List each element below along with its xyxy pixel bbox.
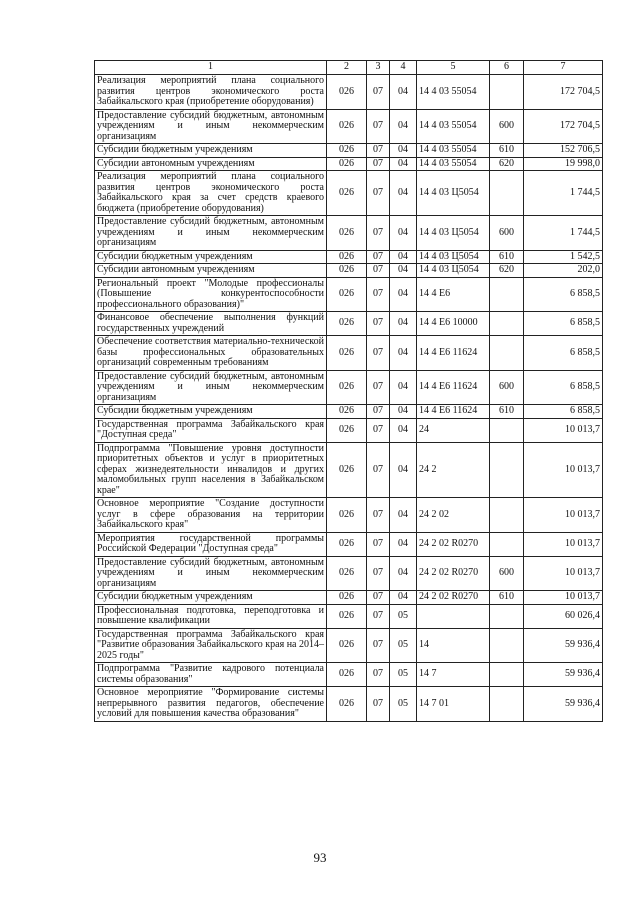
row-subsection-cell: 04 (390, 370, 417, 405)
row-subsection-cell: 04 (390, 556, 417, 591)
row-target-article-cell: 14 4 03 Ц5054 (417, 216, 490, 251)
row-amount-cell: 10 013,7 (524, 442, 603, 498)
row-section-cell: 07 (367, 277, 390, 312)
row-grbs-cell: 026 (327, 75, 367, 110)
row-subsection-cell: 05 (390, 663, 417, 687)
row-amount-cell: 152 706,5 (524, 144, 603, 158)
row-expense-type-cell (490, 442, 524, 498)
table-row (95, 277, 603, 312)
budget-table-container (94, 60, 602, 722)
row-expense-type-cell (490, 277, 524, 312)
row-target-article-cell: 24 2 02 R0270 (417, 532, 490, 556)
row-grbs-cell: 026 (327, 171, 367, 216)
row-name-cell: Предоставление субсидий бюджетным, автономным учреждениям и иным некоммерческим организациям (95, 370, 327, 405)
header-row (95, 61, 603, 75)
row-expense-type-cell (490, 663, 524, 687)
row-target-article-cell: 14 4 03 Ц5054 (417, 264, 490, 278)
row-grbs-cell: 026 (327, 532, 367, 556)
row-amount-cell: 59 936,4 (524, 663, 603, 687)
row-amount-cell: 1 542,5 (524, 250, 603, 264)
table-row (95, 556, 603, 591)
row-name-cell: Мероприятия государственной программы Российской Федерации "Доступная среда" (95, 532, 327, 556)
row-section-cell: 07 (367, 418, 390, 442)
row-amount-cell: 10 013,7 (524, 556, 603, 591)
row-name-cell: Субсидии автономным учреждениям (95, 264, 327, 278)
row-expense-type-cell: 620 (490, 157, 524, 171)
row-grbs-cell: 026 (327, 109, 367, 144)
header-cell: 4 (390, 61, 417, 75)
row-amount-cell: 59 936,4 (524, 687, 603, 722)
table-row (95, 75, 603, 110)
row-target-article-cell: 14 4 03 Ц5054 (417, 171, 490, 216)
row-subsection-cell: 04 (390, 498, 417, 533)
row-target-article-cell: 24 2 (417, 442, 490, 498)
row-expense-type-cell (490, 628, 524, 663)
row-amount-cell: 10 013,7 (524, 532, 603, 556)
header-cell: 6 (490, 61, 524, 75)
row-target-article-cell: 14 4 03 55054 (417, 75, 490, 110)
row-target-article-cell: 14 4 Е6 11624 (417, 405, 490, 419)
row-amount-cell: 10 013,7 (524, 418, 603, 442)
row-grbs-cell: 026 (327, 628, 367, 663)
row-grbs-cell: 026 (327, 687, 367, 722)
row-target-article-cell: 24 2 02 (417, 498, 490, 533)
budget-table (94, 60, 603, 722)
row-subsection-cell: 04 (390, 216, 417, 251)
header-cell: 3 (367, 61, 390, 75)
page-number: 93 (313, 850, 327, 865)
table-row (95, 442, 603, 498)
row-expense-type-cell (490, 532, 524, 556)
row-name-cell: Субсидии бюджетным учреждениям (95, 591, 327, 605)
row-amount-cell: 1 744,5 (524, 171, 603, 216)
row-expense-type-cell (490, 498, 524, 533)
row-grbs-cell: 026 (327, 264, 367, 278)
row-target-article-cell: 14 (417, 628, 490, 663)
row-grbs-cell: 026 (327, 216, 367, 251)
row-section-cell: 07 (367, 336, 390, 371)
table-row (95, 171, 603, 216)
row-name-cell: Предоставление субсидий бюджетным, автономным учреждениям и иным некоммерческим организациям (95, 556, 327, 591)
row-grbs-cell: 026 (327, 442, 367, 498)
row-grbs-cell: 026 (327, 144, 367, 158)
row-amount-cell: 10 013,7 (524, 498, 603, 533)
row-expense-type-cell (490, 336, 524, 371)
table-row (95, 216, 603, 251)
row-expense-type-cell (490, 171, 524, 216)
row-grbs-cell: 026 (327, 418, 367, 442)
row-section-cell: 07 (367, 628, 390, 663)
row-amount-cell: 6 858,5 (524, 277, 603, 312)
row-grbs-cell: 026 (327, 498, 367, 533)
row-expense-type-cell (490, 418, 524, 442)
table-row (95, 687, 603, 722)
row-amount-cell: 59 936,4 (524, 628, 603, 663)
row-name-cell: Подпрограмма "Развитие кадрового потенциала системы образования" (95, 663, 327, 687)
row-amount-cell: 6 858,5 (524, 336, 603, 371)
row-target-article-cell: 14 4 Е6 11624 (417, 336, 490, 371)
row-target-article-cell: 14 4 03 Ц5054 (417, 250, 490, 264)
row-amount-cell: 172 704,5 (524, 109, 603, 144)
row-amount-cell: 6 858,5 (524, 370, 603, 405)
row-name-cell: Предоставление субсидий бюджетным, автономным учреждениям и иным некоммерческим организациям (95, 109, 327, 144)
row-subsection-cell: 05 (390, 604, 417, 628)
row-subsection-cell: 04 (390, 591, 417, 605)
row-subsection-cell: 05 (390, 628, 417, 663)
row-amount-cell: 172 704,5 (524, 75, 603, 110)
row-section-cell: 07 (367, 591, 390, 605)
row-name-cell: Предоставление субсидий бюджетным, автономным учреждениям и иным некоммерческим организациям (95, 216, 327, 251)
row-subsection-cell: 04 (390, 250, 417, 264)
row-name-cell: Реализация мероприятий плана социального развития центров экономического роста Забайкальского края за счет средств краевого бюджета (приобретение оборудования) (95, 171, 327, 216)
header-cell: 2 (327, 61, 367, 75)
row-name-cell: Субсидии бюджетным учреждениям (95, 405, 327, 419)
row-name-cell: Подпрограмма "Повышение уровня доступности приоритетных объектов и услуг в приоритетных сферах жизнедеятельности инвалидов и других маломобильных групп населения в Забайкальском крае" (95, 442, 327, 498)
table-row (95, 663, 603, 687)
row-name-cell: Основное мероприятие "Формирование системы непрерывного развития педагогов, обеспечение условий для повышения качества образования" (95, 687, 327, 722)
table-row (95, 405, 603, 419)
row-expense-type-cell: 600 (490, 556, 524, 591)
row-section-cell: 07 (367, 498, 390, 533)
row-subsection-cell: 04 (390, 75, 417, 110)
row-grbs-cell: 026 (327, 250, 367, 264)
row-amount-cell: 10 013,7 (524, 591, 603, 605)
row-section-cell: 07 (367, 312, 390, 336)
row-grbs-cell: 026 (327, 312, 367, 336)
row-expense-type-cell: 610 (490, 144, 524, 158)
row-grbs-cell: 026 (327, 556, 367, 591)
row-subsection-cell: 04 (390, 336, 417, 371)
row-subsection-cell: 04 (390, 418, 417, 442)
row-target-article-cell: 14 4 Е6 (417, 277, 490, 312)
row-grbs-cell: 026 (327, 277, 367, 312)
row-amount-cell: 6 858,5 (524, 405, 603, 419)
row-grbs-cell: 026 (327, 591, 367, 605)
row-subsection-cell: 05 (390, 687, 417, 722)
row-expense-type-cell (490, 75, 524, 110)
row-name-cell: Финансовое обеспечение выполнения функций государственных учреждений (95, 312, 327, 336)
row-target-article-cell: 14 4 03 55054 (417, 109, 490, 144)
row-target-article-cell: 14 4 Е6 10000 (417, 312, 490, 336)
row-grbs-cell: 026 (327, 405, 367, 419)
row-section-cell: 07 (367, 216, 390, 251)
row-section-cell: 07 (367, 442, 390, 498)
row-name-cell: Субсидии бюджетным учреждениям (95, 144, 327, 158)
table-body (95, 75, 603, 722)
row-grbs-cell: 026 (327, 157, 367, 171)
table-row (95, 591, 603, 605)
table-row (95, 157, 603, 171)
row-grbs-cell: 026 (327, 604, 367, 628)
row-amount-cell: 19 998,0 (524, 157, 603, 171)
row-target-article-cell: 14 4 03 55054 (417, 157, 490, 171)
row-amount-cell: 202,0 (524, 264, 603, 278)
row-target-article-cell: 14 4 03 55054 (417, 144, 490, 158)
row-expense-type-cell: 610 (490, 591, 524, 605)
row-name-cell: Реализация мероприятий плана социального развития центров экономического роста Забайкальского края (приобретение оборудования) (95, 75, 327, 110)
row-expense-type-cell: 600 (490, 109, 524, 144)
row-name-cell: Государственная программа Забайкальского края "Развитие образования Забайкальского края на 2014–2025 годы" (95, 628, 327, 663)
row-name-cell: Региональный проект "Молодые профессионалы (Повышение конкурентоспособности профессионального образования)" (95, 277, 327, 312)
row-grbs-cell: 026 (327, 663, 367, 687)
row-section-cell: 07 (367, 171, 390, 216)
table-row (95, 336, 603, 371)
row-name-cell: Государственная программа Забайкальского края "Доступная среда" (95, 418, 327, 442)
table-row (95, 109, 603, 144)
row-section-cell: 07 (367, 370, 390, 405)
table-row (95, 370, 603, 405)
row-expense-type-cell (490, 604, 524, 628)
table-row (95, 312, 603, 336)
row-target-article-cell: 14 7 (417, 663, 490, 687)
row-name-cell: Обеспечение соответствия материально-технической базы профессиональных образовательных организаций современным требованиям (95, 336, 327, 371)
table-row (95, 250, 603, 264)
table-row (95, 144, 603, 158)
row-expense-type-cell: 610 (490, 250, 524, 264)
row-section-cell: 07 (367, 157, 390, 171)
header-cell: 5 (417, 61, 490, 75)
row-subsection-cell: 04 (390, 532, 417, 556)
row-expense-type-cell (490, 312, 524, 336)
table-row (95, 604, 603, 628)
row-expense-type-cell: 600 (490, 370, 524, 405)
row-subsection-cell: 04 (390, 264, 417, 278)
row-target-article-cell: 24 (417, 418, 490, 442)
row-section-cell: 07 (367, 144, 390, 158)
row-amount-cell: 6 858,5 (524, 312, 603, 336)
row-subsection-cell: 04 (390, 109, 417, 144)
row-expense-type-cell: 610 (490, 405, 524, 419)
table-row (95, 498, 603, 533)
row-section-cell: 07 (367, 109, 390, 144)
row-target-article-cell: 14 7 01 (417, 687, 490, 722)
row-target-article-cell: 24 2 02 R0270 (417, 556, 490, 591)
row-name-cell: Субсидии автономным учреждениям (95, 157, 327, 171)
row-name-cell: Субсидии бюджетным учреждениям (95, 250, 327, 264)
row-section-cell: 07 (367, 663, 390, 687)
row-section-cell: 07 (367, 75, 390, 110)
row-grbs-cell: 026 (327, 336, 367, 371)
row-section-cell: 07 (367, 604, 390, 628)
row-target-article-cell: 14 4 Е6 11624 (417, 370, 490, 405)
row-expense-type-cell (490, 687, 524, 722)
row-subsection-cell: 04 (390, 312, 417, 336)
row-target-article-cell (417, 604, 490, 628)
table-row (95, 628, 603, 663)
row-expense-type-cell: 600 (490, 216, 524, 251)
row-subsection-cell: 04 (390, 277, 417, 312)
row-section-cell: 07 (367, 687, 390, 722)
row-name-cell: Профессиональная подготовка, переподготовка и повышение квалификации (95, 604, 327, 628)
row-name-cell: Основное мероприятие "Создание доступности услуг в сфере образования на территории Забайкальского края" (95, 498, 327, 533)
row-subsection-cell: 04 (390, 157, 417, 171)
row-subsection-cell: 04 (390, 144, 417, 158)
row-subsection-cell: 04 (390, 405, 417, 419)
row-subsection-cell: 04 (390, 442, 417, 498)
row-section-cell: 07 (367, 556, 390, 591)
row-expense-type-cell: 620 (490, 264, 524, 278)
row-subsection-cell: 04 (390, 171, 417, 216)
row-section-cell: 07 (367, 405, 390, 419)
row-grbs-cell: 026 (327, 370, 367, 405)
row-amount-cell: 60 026,4 (524, 604, 603, 628)
row-target-article-cell: 24 2 02 R0270 (417, 591, 490, 605)
header-cell: 7 (524, 61, 603, 75)
row-amount-cell: 1 744,5 (524, 216, 603, 251)
table-row (95, 418, 603, 442)
row-section-cell: 07 (367, 264, 390, 278)
row-section-cell: 07 (367, 250, 390, 264)
header-cell: 1 (95, 61, 327, 75)
table-row (95, 532, 603, 556)
row-section-cell: 07 (367, 532, 390, 556)
table-row (95, 264, 603, 278)
